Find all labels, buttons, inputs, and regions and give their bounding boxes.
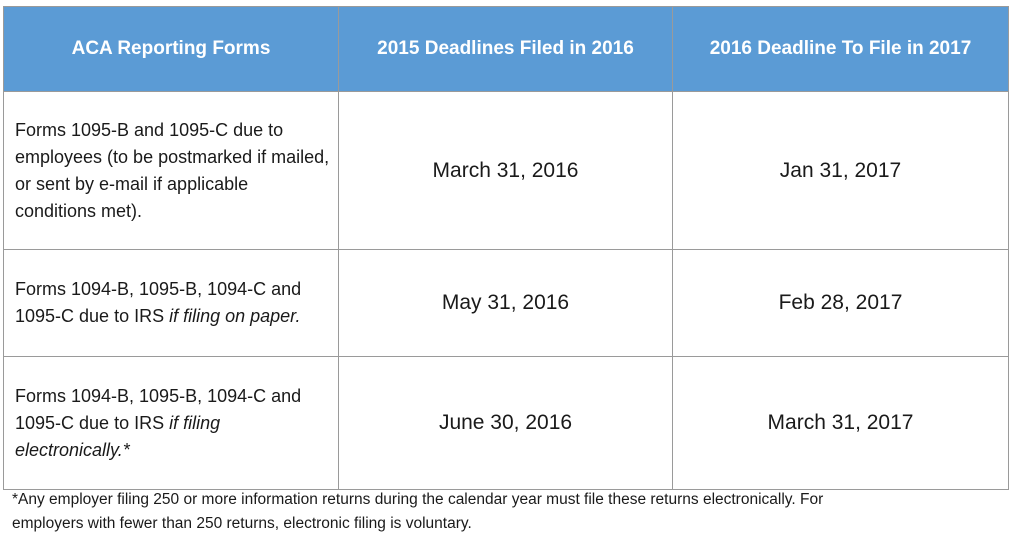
form-text: Forms 1095-B and 1095-C due to employees (to be postmarked if mailed, or sent by e-mail if applicable conditions met). xyxy=(15,119,330,221)
header-reporting-forms: ACA Reporting Forms xyxy=(4,7,339,92)
deadline-2015-cell: June 30, 2016 xyxy=(339,357,673,490)
footnote-line-1: *Any employer filing 250 or more information returns during the calendar year must file these returns electronically. For xyxy=(12,491,824,508)
footnote-line-2: employers with fewer than 250 returns, electronic filing is voluntary. xyxy=(12,515,472,532)
form-emphasis: if filing electronically.* xyxy=(15,412,221,460)
deadline-2016-cell: Feb 28, 2017 xyxy=(673,250,1009,357)
form-emphasis: if filing on paper. xyxy=(169,306,301,326)
form-text: Forms 1094-B, 1095-B, 1094-C and 1095-C due to IRS xyxy=(15,279,302,326)
form-text: Forms 1094-B, 1095-B, 1094-C and 1095-C due to IRS xyxy=(15,385,302,433)
deadlines-table-container xyxy=(3,6,1008,490)
footnote xyxy=(12,488,1002,536)
form-description xyxy=(4,250,339,357)
deadline-2016-cell: Jan 31, 2017 xyxy=(673,92,1009,250)
table-header-row xyxy=(4,7,1009,92)
form-description xyxy=(4,92,339,250)
header-2015-deadlines: 2015 Deadlines Filed in 2016 xyxy=(339,7,673,92)
deadline-2016-cell: March 31, 2017 xyxy=(673,357,1009,490)
table-row xyxy=(4,92,1009,250)
table-row xyxy=(4,357,1009,490)
deadline-2015-cell: March 31, 2016 xyxy=(339,92,673,250)
table-row xyxy=(4,250,1009,357)
aca-deadlines-table xyxy=(3,6,1009,490)
header-2016-deadlines: 2016 Deadline To File in 2017 xyxy=(673,7,1009,92)
deadline-2015-cell: May 31, 2016 xyxy=(339,250,673,357)
form-description xyxy=(4,357,339,490)
